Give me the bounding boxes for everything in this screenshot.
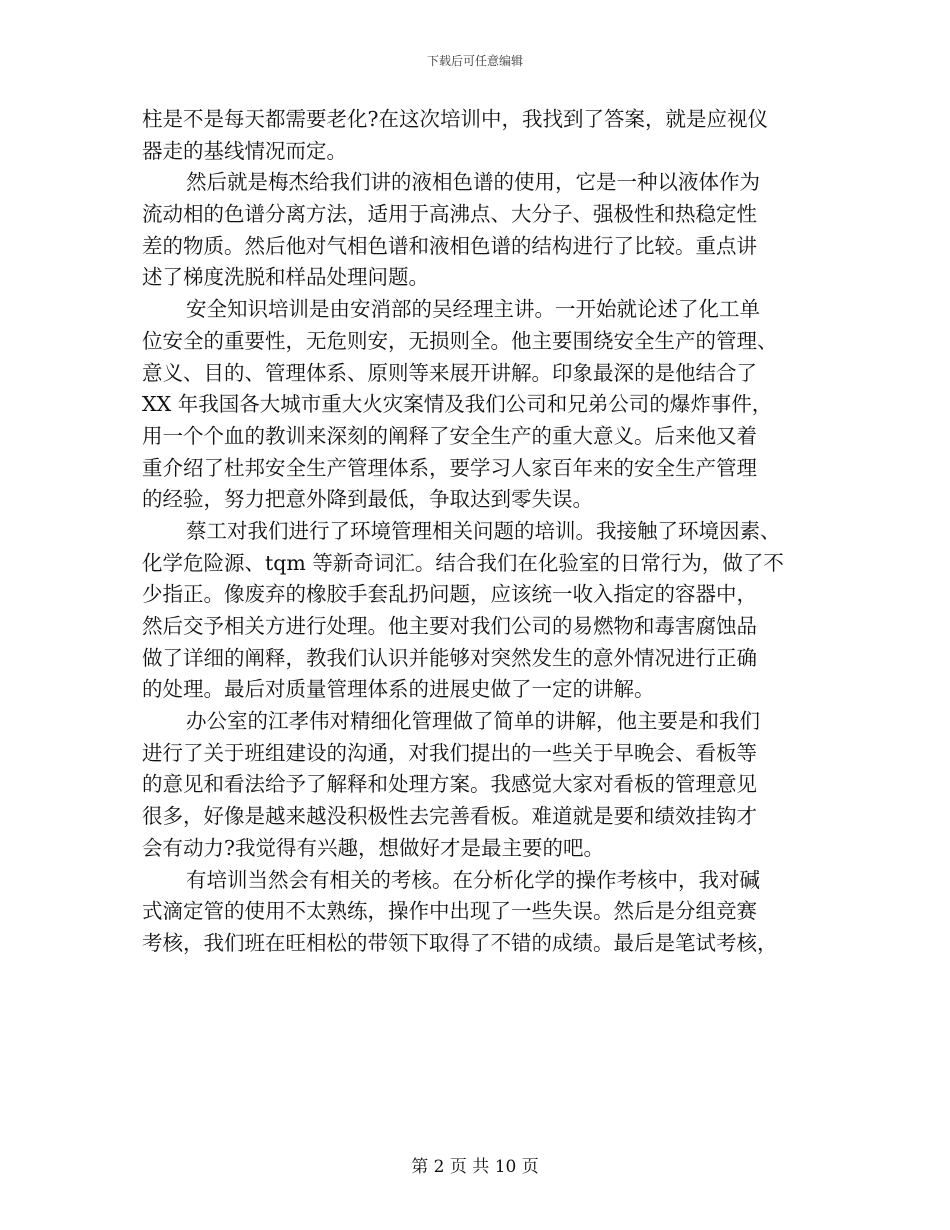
text-line: 的意见和看法给予了解释和处理方案。我感觉大家对看板的管理意见: [142, 772, 757, 797]
text-line: 然后就是梅杰给我们讲的液相色谱的使用，它是一种以液体作为: [186, 170, 760, 195]
page-header: 下载后可任意编辑: [426, 54, 523, 68]
text-line: 重介绍了杜邦安全生产管理体系，要学习人家百年来的安全生产管理: [142, 455, 757, 480]
text-line: 器走的基线情况而定。: [142, 138, 347, 163]
text-line: 述了梯度洗脱和样品处理问题。: [142, 265, 429, 290]
text-line: 意义、目的、管理体系、原则等来展开讲解。印象最深的是他结合了: [142, 360, 757, 385]
text-line: 考核，我们班在旺相松的带领下取得了不错的成绩。最后是笔试考核，: [142, 930, 778, 955]
text-line: XX 年我国各大城市重大火灾案情及我们公司和兄弟公司的爆炸事件，: [142, 392, 773, 417]
text-line: 柱是不是每天都需要老化?在这次培训中，我找到了答案，就是应视仪: [142, 107, 768, 131]
text-line: 用一个个血的教训来深刻的阐释了安全生产的重大意义。后来他又着: [142, 423, 757, 448]
text-line: 然后交予相关方进行处理。他主要对我们公司的易燃物和毒害腐蚀品: [142, 614, 757, 638]
text-line: 安全知识培训是由安消部的吴经理主讲。一开始就论述了化工单: [186, 297, 760, 322]
text-line: 办公室的江孝伟对精细化管理做了简单的讲解，他主要是和我们: [186, 709, 760, 734]
document-body: [142, 104, 810, 960]
text-line: 做了详细的阐释，教我们认识并能够对突然发生的意外情况进行正确: [142, 645, 757, 670]
text-line: 会有动力?我觉得有兴趣，想做好才是最主要的吧。: [142, 835, 604, 860]
page-footer: 第 2 页 共 10 页: [411, 1157, 539, 1177]
text-line: 化学危险源、tqm 等新奇词汇。结合我们在化验室的日常行为，做了不: [142, 550, 784, 575]
text-line: 少指正。像废弃的橡胶手套乱扔问题，应该统一收入指定的容器中，: [142, 582, 757, 607]
text-line: 位安全的重要性，无危则安，无损则全。他主要围绕安全生产的管理、: [142, 328, 778, 353]
text-line: 有培训当然会有相关的考核。在分析化学的操作考核中，我对碱: [186, 867, 760, 892]
text-line: 的处理。最后对质量管理体系的进展史做了一定的讲解。: [142, 677, 655, 702]
text-line: 进行了关于班组建设的沟通，对我们提出的一些关于早晚会、看板等: [142, 740, 757, 765]
text-line: 差的物质。然后他对气相色谱和液相色谱的结构进行了比较。重点讲: [142, 233, 757, 258]
text-line: 式滴定管的使用不太熟练，操作中出现了一些失误。然后是分组竞赛: [142, 899, 757, 924]
text-line: 流动相的色谱分离方法，适用于高沸点、大分子、强极性和热稳定性: [142, 202, 757, 227]
text-line: 的经验，努力把意外降到最低，争取达到零失误。: [142, 487, 593, 512]
text-line: 蔡工对我们进行了环境管理相关问题的培训。我接触了环境因素、: [186, 518, 781, 543]
text-line: 很多，好像是越来越没积极性去完善看板。难道就是要和绩效挂钩才: [142, 804, 757, 829]
